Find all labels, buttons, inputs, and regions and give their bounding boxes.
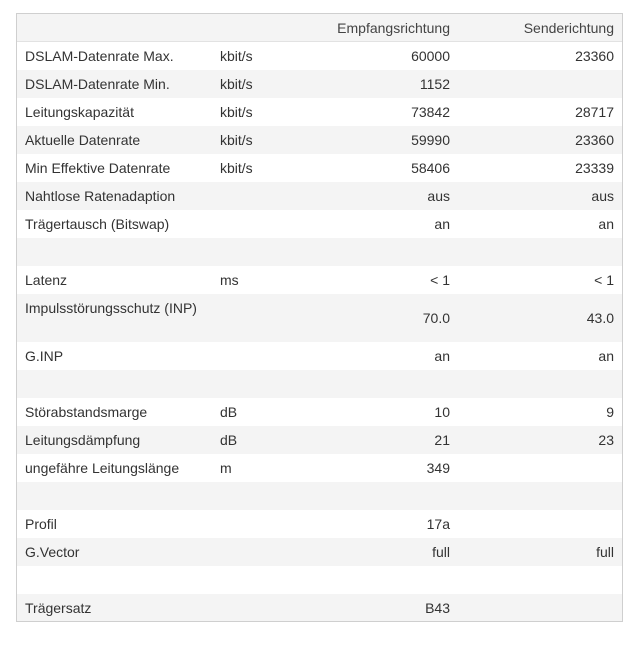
row-unit: kbit/s bbox=[220, 104, 253, 120]
spacer-row bbox=[17, 370, 622, 398]
row-label: Leitungsdämpfung bbox=[25, 432, 141, 448]
row-label: Störabstandsmarge bbox=[25, 404, 148, 420]
row-unit: dB bbox=[220, 404, 238, 420]
row-upstream-value: an bbox=[598, 348, 614, 364]
table-row bbox=[17, 70, 622, 98]
table-row bbox=[17, 182, 622, 210]
header-upstream: Senderichtung bbox=[523, 20, 614, 36]
row-upstream-value: 23339 bbox=[575, 160, 614, 176]
table-row bbox=[17, 210, 622, 238]
row-upstream-value: 23 bbox=[598, 432, 614, 448]
table-row bbox=[17, 42, 622, 70]
row-downstream-value: 10 bbox=[434, 404, 450, 420]
row-upstream-value: 9 bbox=[606, 404, 614, 420]
row-unit: kbit/s bbox=[220, 76, 253, 92]
table-header bbox=[17, 14, 622, 42]
spacer-row bbox=[17, 238, 622, 266]
table-row bbox=[17, 294, 622, 342]
row-label: Trägersatz bbox=[25, 600, 92, 616]
table-row bbox=[17, 510, 622, 538]
table-row bbox=[17, 98, 622, 126]
row-unit: kbit/s bbox=[220, 160, 253, 176]
row-downstream-value: 73842 bbox=[411, 104, 450, 120]
table-row bbox=[17, 426, 622, 454]
row-upstream-value: < 1 bbox=[594, 272, 614, 288]
row-label: ungefähre Leitungslänge bbox=[25, 460, 180, 476]
row-upstream-value: 28717 bbox=[575, 104, 614, 120]
row-upstream-value: aus bbox=[591, 188, 614, 204]
row-unit: kbit/s bbox=[220, 132, 253, 148]
row-downstream-value: 59990 bbox=[411, 132, 450, 148]
header-downstream: Empfangsrichtung bbox=[337, 20, 450, 36]
table-row bbox=[17, 454, 622, 482]
row-label: Latenz bbox=[25, 272, 68, 288]
row-downstream-value: < 1 bbox=[430, 272, 450, 288]
table-row bbox=[17, 398, 622, 426]
row-unit: kbit/s bbox=[220, 48, 253, 64]
row-downstream-value: 60000 bbox=[411, 48, 450, 64]
table-row bbox=[17, 594, 622, 622]
row-label: Impulsstörungsschutz (INP) bbox=[25, 300, 197, 316]
row-downstream-value: 70.0 bbox=[422, 310, 450, 326]
row-unit: m bbox=[220, 460, 232, 476]
row-label: Nahtlose Ratenadaption bbox=[25, 188, 176, 204]
row-label: Min Effektive Datenrate bbox=[25, 160, 171, 176]
row-label: G.Vector bbox=[25, 544, 80, 560]
row-upstream-value: full bbox=[596, 544, 614, 560]
row-upstream-value: 23360 bbox=[575, 48, 614, 64]
row-label: Profil bbox=[25, 516, 57, 532]
row-downstream-value: 17a bbox=[426, 516, 450, 532]
table-row bbox=[17, 342, 622, 370]
table-row bbox=[17, 126, 622, 154]
row-label: DSLAM-Datenrate Min. bbox=[25, 76, 170, 92]
table-row bbox=[17, 266, 622, 294]
row-upstream-value: an bbox=[598, 216, 614, 232]
row-downstream-value: an bbox=[434, 216, 450, 232]
table-row bbox=[17, 538, 622, 566]
row-label: DSLAM-Datenrate Max. bbox=[25, 48, 174, 64]
dsl-info-table bbox=[16, 13, 623, 622]
row-downstream-value: aus bbox=[427, 188, 450, 204]
row-unit: ms bbox=[220, 272, 239, 288]
row-upstream-value: 23360 bbox=[575, 132, 614, 148]
row-upstream-value: 43.0 bbox=[586, 310, 614, 326]
row-downstream-value: B43 bbox=[425, 600, 450, 616]
row-label: Aktuelle Datenrate bbox=[25, 132, 141, 148]
row-label: Trägertausch (Bitswap) bbox=[25, 216, 170, 232]
row-downstream-value: 58406 bbox=[411, 160, 450, 176]
row-downstream-value: full bbox=[432, 544, 450, 560]
row-downstream-value: 349 bbox=[426, 460, 450, 476]
row-downstream-value: an bbox=[434, 348, 450, 364]
spacer-row bbox=[17, 566, 622, 594]
row-label: Leitungskapazität bbox=[25, 104, 134, 120]
row-unit: dB bbox=[220, 432, 238, 448]
row-label: G.INP bbox=[25, 348, 64, 364]
spacer-row bbox=[17, 482, 622, 510]
table-row bbox=[17, 154, 622, 182]
row-downstream-value: 1152 bbox=[419, 76, 450, 92]
row-downstream-value: 21 bbox=[434, 432, 450, 448]
